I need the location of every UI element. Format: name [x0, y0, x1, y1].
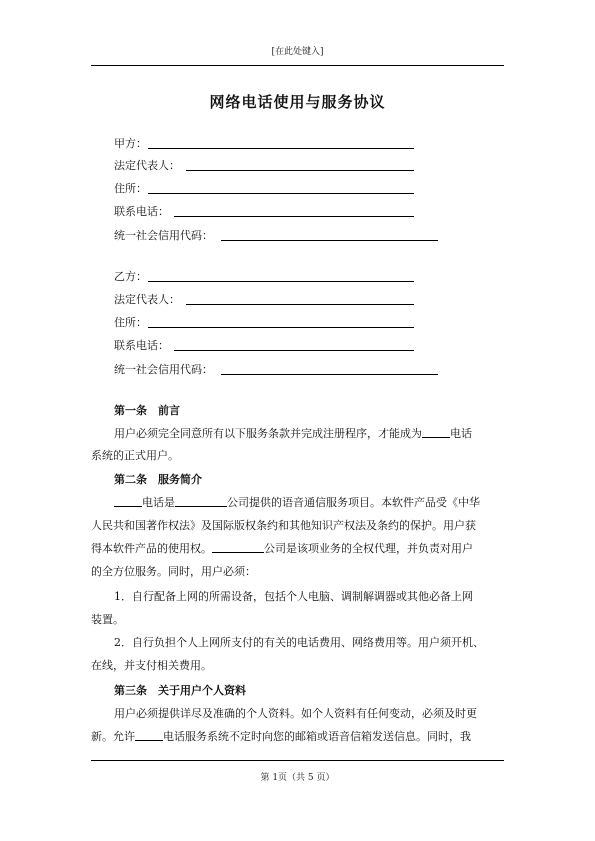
fill-blank[interactable]	[148, 148, 414, 149]
fill-blank[interactable]	[174, 216, 414, 217]
article-1-line-2: 系统的正式用户。	[91, 449, 179, 462]
article-2-item-1-line-1: 1．自行配备上网的所需设备，包括个人电脑、调制解调器或其他必备上网	[114, 590, 473, 603]
fill-blank[interactable]	[148, 327, 414, 328]
article-2-item-1-line-2: 装置。	[91, 613, 124, 626]
field-label: 住所：	[114, 182, 147, 195]
text-run: 公司提供的语音通信服务项目。本软件产品受《中华	[227, 496, 480, 509]
article-3-line-2	[91, 728, 471, 744]
text-run: 新。允许	[91, 730, 135, 743]
field-label: 甲方：	[114, 137, 147, 150]
article-3-heading: 第三条 关于用户个人资料	[114, 684, 246, 697]
article-2-heading: 第二条 服务简介	[114, 473, 202, 486]
field-label: 乙方：	[114, 270, 147, 283]
fill-blank[interactable]	[221, 374, 438, 375]
fill-blank[interactable]	[114, 496, 142, 507]
fill-blank[interactable]	[186, 170, 414, 171]
fill-blank[interactable]	[148, 281, 414, 282]
article-2-line-4: 的全方位服务。同时，用户必须：	[91, 565, 256, 578]
fill-blank[interactable]	[135, 730, 163, 741]
article-2-line-2: 人民共和国著作权法》及国际版权条约和其他知识产权法及条约的保护。用户获	[91, 519, 476, 532]
fill-blank[interactable]	[212, 542, 264, 553]
text-run: 电话	[450, 427, 472, 440]
fill-blank[interactable]	[221, 240, 438, 241]
fill-blank[interactable]	[175, 496, 227, 507]
field-label: 住所：	[114, 316, 147, 329]
text-run: 用户必须完全同意所有以下服务条款并完成注册程序，才能成为	[114, 427, 422, 440]
text-run: 公司是该项业务的全权代理，并负责对用户	[264, 542, 473, 555]
article-1-heading: 第一条 前言	[114, 404, 180, 417]
fill-blank[interactable]	[174, 350, 414, 351]
field-label: 统一社会信用代码：	[114, 363, 213, 376]
article-2-line-3	[91, 540, 473, 556]
page-footer: 第 1页（共 5 页）	[260, 773, 335, 783]
field-label: 法定代表人：	[114, 293, 180, 306]
page-header: [在此处键入]	[271, 47, 324, 57]
article-3-line-1: 用户必须提供详尽及准确的个人资料。如个人资料有任何变动，必须及时更	[114, 707, 477, 720]
text-run: 电话是	[142, 496, 175, 509]
fill-blank[interactable]	[148, 193, 414, 194]
header-rule	[91, 65, 504, 66]
document-title: 网络电话使用与服务协议	[209, 93, 386, 111]
text-run: 电话服务系统不定时向您的邮箱或语音信箱发送信息。同时，我	[163, 730, 471, 743]
fill-blank[interactable]	[422, 427, 450, 438]
article-2-line-1	[114, 494, 480, 510]
field-label: 统一社会信用代码：	[114, 229, 213, 242]
article-2-item-2-line-2: 在线，并支付相关费用。	[91, 659, 212, 672]
field-label: 联系电话：	[114, 205, 169, 218]
field-label: 联系电话：	[114, 339, 169, 352]
article-1-line-1	[114, 425, 472, 441]
fill-blank[interactable]	[186, 304, 414, 305]
footer-rule	[91, 760, 504, 761]
field-label: 法定代表人：	[114, 159, 180, 172]
text-run: 得本软件产品的使用权。	[91, 542, 212, 555]
article-2-item-2-line-1: 2．自行负担个人上网所支付的有关的电话费用、网络费用等。用户须开机、	[114, 636, 484, 649]
